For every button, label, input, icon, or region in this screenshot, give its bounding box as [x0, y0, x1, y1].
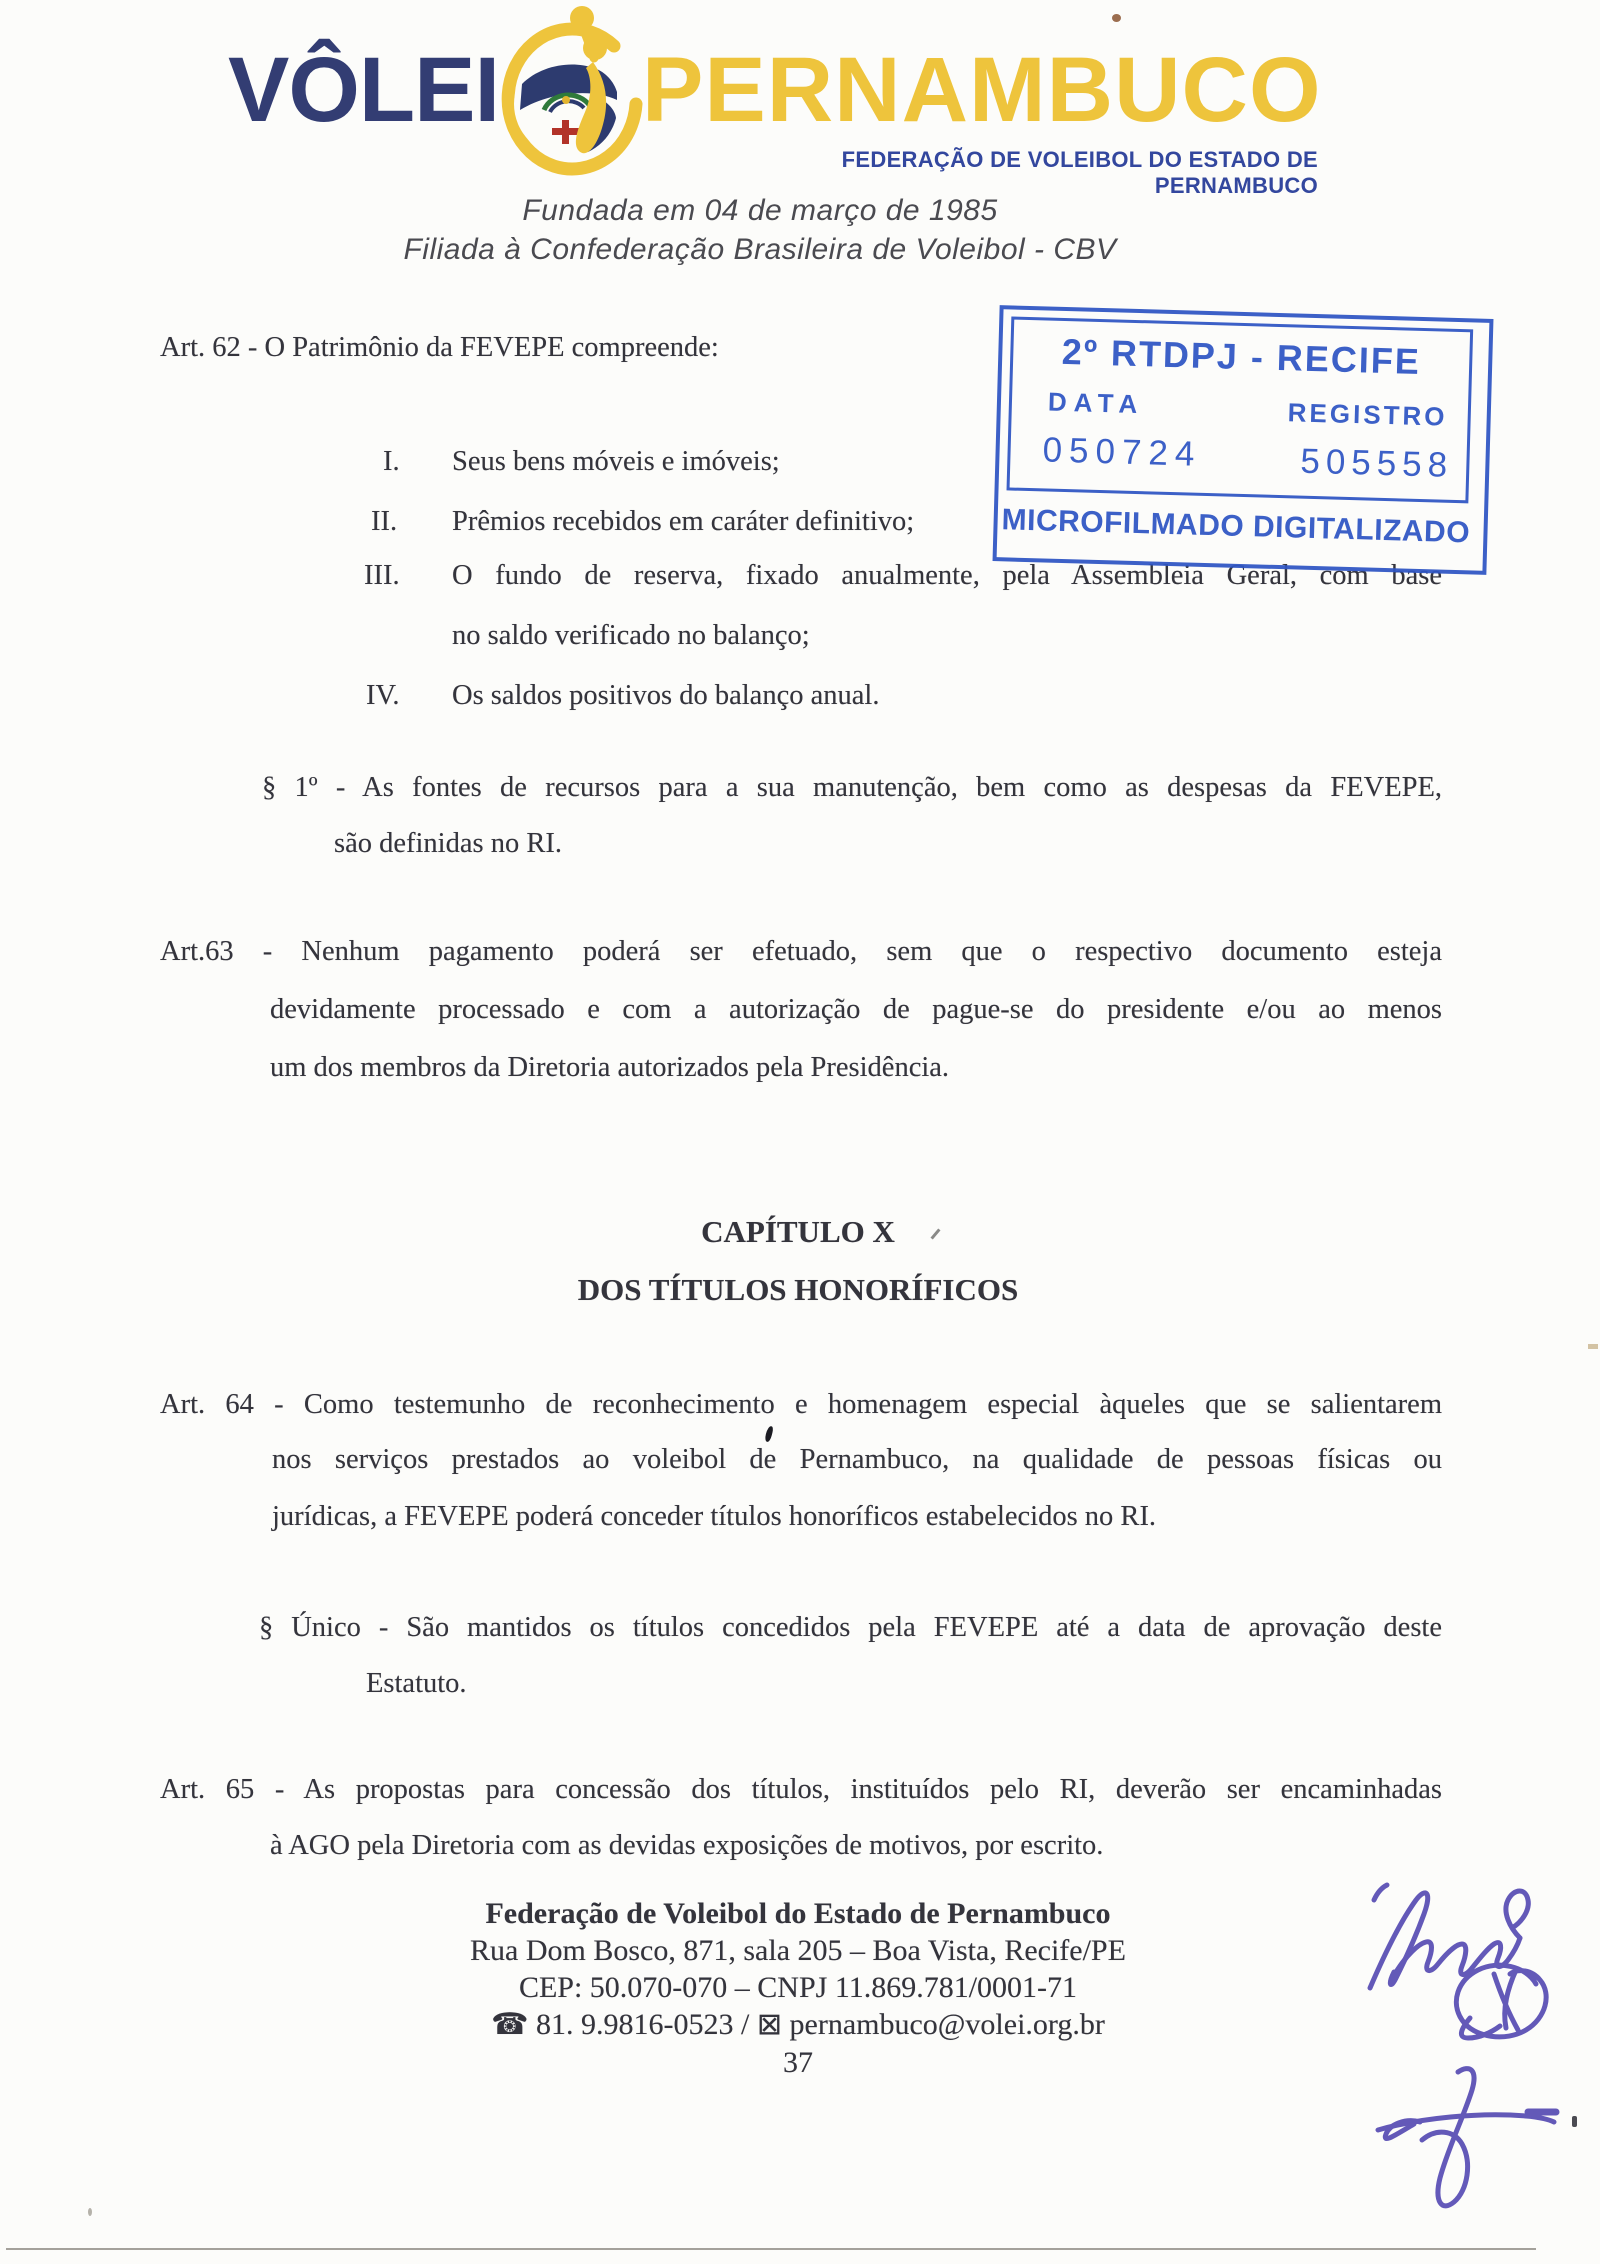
chapter-title: CAPÍTULO X [701, 1214, 895, 1249]
chapter-subtitle: DOS TÍTULOS HONORÍFICOS [577, 1272, 1019, 1307]
article-64-line: jurídicas, a FEVEPE poderá conceder títulos honoríficos estabelecidos no RI. [272, 1501, 1157, 1532]
footer-org-name: Federação de Voleibol do Estado de Pernambuco [485, 1897, 1111, 1930]
footer-email: pernambuco@volei.org.br [789, 2008, 1105, 2041]
paragraph-1-line: são definidas no RI. [334, 828, 562, 859]
article-64-line: Art. 64 - Como testemunho de reconhecimento e homenagem especial àqueles que se salientarem [160, 1389, 1442, 1420]
footer-cep-cnpj-line: CEP: 50.070-070 – CNPJ 11.869.781/0001-71 [518, 1971, 1078, 2004]
list-item-text: Prêmios recebidos em caráter definitivo; [452, 506, 915, 537]
logo-wordmark-pernambuco: PERNAMBUCO [642, 39, 1322, 141]
list-item-text: Os saldos positivos do balanço anual. [452, 680, 880, 711]
list-item-text: O fundo de reserva, fixado anualmente, pela Assembleia Geral, com base [452, 560, 1442, 591]
federation-emblem-icon [498, 2, 658, 180]
stamp-date-label: DATA [1047, 386, 1145, 420]
article-64-line: nos serviços prestados ao voleibol de Pernambuco, na qualidade de pessoas físicas ou [272, 1444, 1442, 1475]
scan-smudge [1588, 1344, 1598, 1349]
ink-speck [764, 1426, 774, 1443]
federation-name-line: FEDERAÇÃO DE VOLEIBOL DO ESTADO DE PERNAMBUCO [841, 147, 1318, 198]
stamp-microfilm-line: MICROFILMADO DIGITALIZADO [1001, 503, 1471, 550]
paragraph-1-line: § 1º - As fontes de recursos para a sua manutenção, bem como as despesas da FEVEPE, [262, 772, 1442, 803]
handwritten-signature [1330, 1840, 1600, 2260]
sole-paragraph-line: § Único - São mantidos os títulos concedidos pela FEVEPE até a data de aprovação deste [259, 1612, 1442, 1643]
stamp-inner-box [1007, 316, 1474, 503]
stamp-registry-value: 505558 [1299, 441, 1454, 485]
stamp-registry-label: REGISTRO [1287, 397, 1448, 432]
footer-phone-number: 81. 9.9816-0523 [536, 2008, 734, 2041]
registry-stamp [993, 305, 1494, 575]
stamp-title: 2º RTDPJ - RECIFE [1061, 330, 1422, 382]
list-item-numeral: I. [383, 446, 400, 477]
ink-speck [1572, 2116, 1577, 2127]
scan-speck [88, 2208, 92, 2216]
page-number: 37 [783, 2046, 813, 2079]
sole-paragraph-line: Estatuto. [366, 1668, 467, 1699]
stamp-date-value: 050724 [1042, 430, 1202, 474]
phone-icon: ☎ [491, 2007, 529, 2042]
footer-address-line: Rua Dom Bosco, 871, sala 205 – Boa Vista, Recife/PE [470, 1934, 1126, 1967]
bottom-scan-line [6, 2248, 1536, 2250]
affiliation-line: Filiada à Confederação Brasileira de Voleibol - CBV [403, 233, 1117, 266]
list-item-text: no saldo verificado no balanço; [452, 620, 810, 651]
scan-speck [1112, 14, 1121, 22]
article-63-line: devidamente processado e com a autorização de pague-se do presidente e/ou ao menos [270, 994, 1442, 1025]
list-item-text: Seus bens móveis e imóveis; [452, 446, 780, 477]
article-65-line: à AGO pela Diretoria com as devidas exposições de motivos, por escrito. [270, 1830, 1104, 1861]
logo-wordmark-volei: VÔLEI [228, 39, 500, 141]
article-63-line: Art.63 - Nenhum pagamento poderá ser efetuado, sem que o respectivo documento esteja [160, 936, 1442, 967]
article-62-intro: Art. 62 - O Patrimônio da FEVEPE compreende: [160, 332, 719, 363]
article-65-line: Art. 65 - As propostas para concessão dos títulos, instituídos pelo RI, deverão ser encaminhadas [160, 1774, 1442, 1805]
list-item-numeral: II. [371, 506, 398, 537]
footer-separator: / [741, 2008, 750, 2041]
article-63-line: um dos membros da Diretoria autorizados pela Presidência. [270, 1052, 950, 1083]
founded-line: Fundada em 04 de março de 1985 [522, 194, 998, 227]
envelope-icon: ⊠ [756, 2007, 783, 2042]
list-item-numeral: IV. [366, 680, 400, 711]
list-item-numeral: III. [364, 560, 400, 591]
